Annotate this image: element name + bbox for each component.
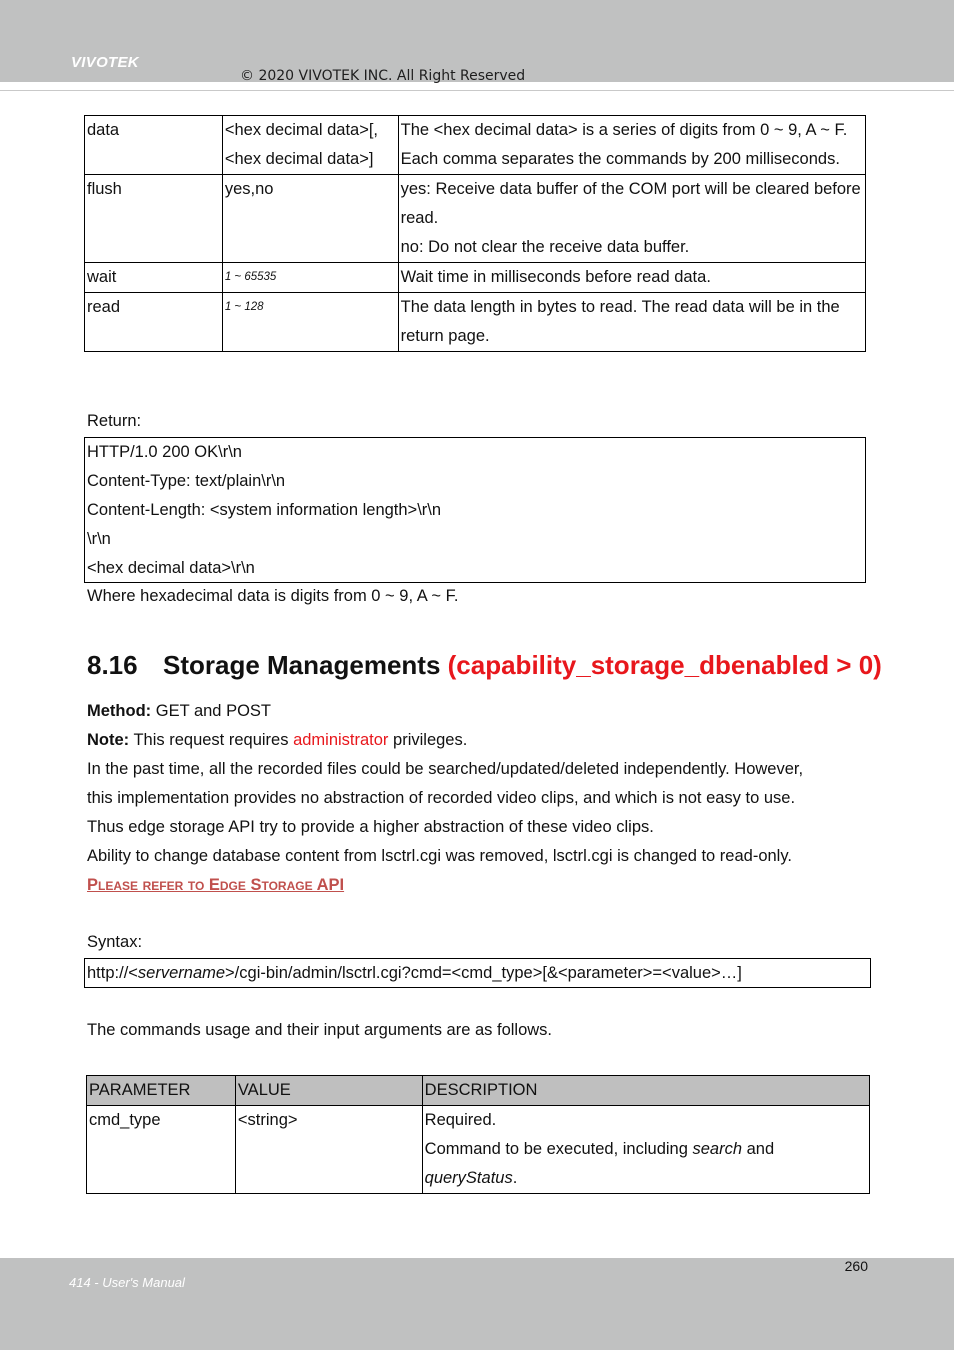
description-italic: queryStatus	[424, 1169, 513, 1187]
page-number: 260	[844, 1258, 868, 1274]
param-description	[422, 1106, 869, 1194]
description-text: and	[746, 1140, 775, 1158]
param-value: <hex decimal data>[,<hex decimal data>]	[222, 116, 398, 175]
footer-band	[0, 1258, 954, 1350]
reference-line	[87, 871, 877, 900]
section-heading	[87, 650, 882, 681]
param-description: The data length in bytes to read. The read data will be in the return page.	[398, 293, 865, 352]
param-name: data	[85, 116, 223, 175]
table-header-row	[87, 1076, 870, 1106]
return-note: Where hexadecimal data is digits from 0 ~ 9, A ~ F.	[87, 587, 459, 605]
param-value: 1 ~ 65535	[222, 263, 398, 293]
return-code-box	[84, 437, 866, 583]
header-divider	[0, 90, 954, 91]
description-line: yes: Receive data buffer of the COM port will be cleared before read.	[400, 180, 861, 227]
return-label: Return:	[87, 412, 142, 430]
note-text-end: privileges.	[393, 731, 468, 749]
param-name: read	[85, 293, 223, 352]
syntax-box	[84, 958, 871, 988]
code-line: <hex decimal data>\r\n	[87, 559, 255, 577]
param-description: Wait time in milliseconds before read data.	[398, 263, 865, 293]
param-description: The <hex decimal data> is a series of digits from 0 ~ 9, A ~ F. Each comma separates the commands by 200 milliseconds.	[398, 116, 865, 175]
code-line: Content-Type: text/plain\r\n	[87, 472, 286, 490]
syntax-servername: servername	[137, 964, 226, 982]
description-text: .	[512, 1169, 518, 1187]
column-header: VALUE	[235, 1076, 422, 1106]
paragraph-line: Thus edge storage API try to provide a higher abstraction of these video clips.	[87, 818, 654, 836]
syntax-suffix: >/cgi-bin/admin/lsctrl.cgi?cmd=<cmd_type>[&<parameter>=<value>…]	[225, 964, 742, 982]
note-text: This request requires	[133, 731, 289, 749]
description-italic: search	[692, 1140, 743, 1158]
cmd-parameter-table	[86, 1075, 870, 1194]
edge-storage-api-link[interactable]: Please refer to Edge Storage API	[87, 876, 345, 894]
param-value: yes,no	[222, 175, 398, 263]
method-line	[87, 697, 877, 726]
param-name: cmd_type	[87, 1106, 236, 1194]
table-row	[87, 1106, 870, 1194]
paragraph-line: this implementation provides no abstraction of recorded video clips, and which is not easy to use.	[87, 789, 796, 807]
paragraph-line: Ability to change database content from lsctrl.cgi was removed, lsctrl.cgi is changed to read-only.	[87, 847, 792, 865]
table-row	[85, 175, 866, 263]
note-line	[87, 726, 877, 755]
syntax-line	[85, 959, 870, 988]
column-header: PARAMETER	[87, 1076, 236, 1106]
method-label: Method:	[87, 702, 152, 720]
copyright-text: © 2020 VIVOTEK INC. All Right Reserved	[240, 68, 526, 84]
section-body	[87, 697, 877, 900]
param-name: flush	[85, 175, 223, 263]
table-row	[85, 263, 866, 293]
manual-page-label: 414 - User's Manual	[69, 1275, 185, 1290]
syntax-label: Syntax:	[87, 933, 143, 951]
code-line: \r\n	[87, 530, 111, 548]
brand-logo: VIVOTEK	[71, 54, 139, 71]
paragraph-line: In the past time, all the recorded files could be searched/updated/deleted independently. However,	[87, 760, 804, 778]
section-title: Storage Managements	[163, 650, 441, 680]
table-row	[85, 116, 866, 175]
commands-intro: The commands usage and their input arguments are as follows.	[87, 1021, 552, 1039]
note-label: Note:	[87, 731, 130, 749]
description-line	[425, 1135, 867, 1164]
top-parameter-table	[84, 115, 866, 352]
param-name: wait	[85, 263, 223, 293]
param-value: <string>	[235, 1106, 422, 1194]
section-number: 8.16	[87, 650, 138, 680]
param-description	[398, 175, 865, 263]
code-line: HTTP/1.0 200 OK\r\n	[87, 443, 242, 461]
description-line: Required.	[424, 1111, 497, 1129]
syntax-prefix: http://<	[87, 964, 138, 982]
param-value: 1 ~ 128	[222, 293, 398, 352]
description-line: no: Do not clear the receive data buffer.	[400, 238, 690, 256]
description-line	[425, 1164, 867, 1193]
code-line: Content-Length: <system information length>\r\n	[87, 501, 442, 519]
section-capability: (capability_storage_dbenabled > 0)	[447, 650, 882, 680]
description-text: Command to be executed, including	[424, 1140, 688, 1158]
method-value: GET and POST	[155, 702, 271, 720]
table-row	[85, 293, 866, 352]
note-highlight: administrator	[293, 731, 389, 749]
column-header: DESCRIPTION	[422, 1076, 869, 1106]
